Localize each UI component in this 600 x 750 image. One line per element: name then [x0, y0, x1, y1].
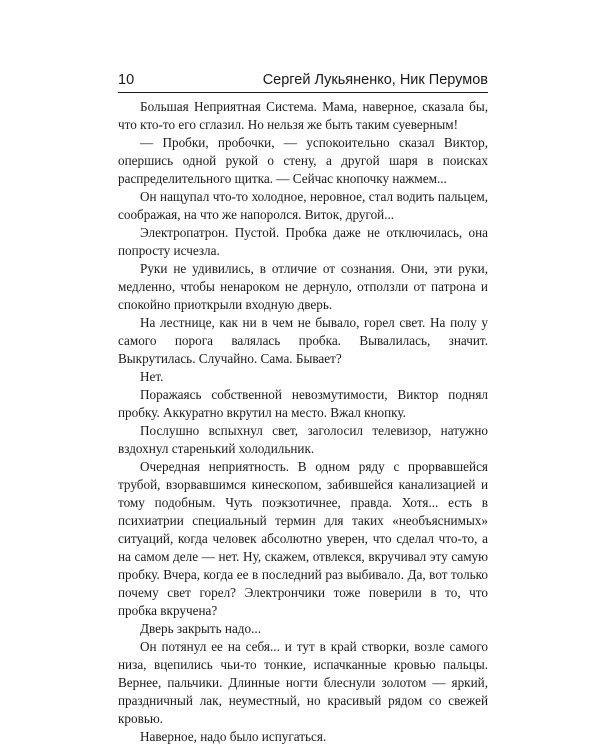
- running-head: [118, 72, 488, 92]
- paragraph: Очередная неприятность. В одном ряду с прорвавшейся трубой, взорвавшимся кинескопом, забившейся канализацией и тому подобным. Чуть поэкзотичнее, правда. Хотя... есть в психиатрии специальный термин для таких «необъяснимых» ситуаций, когда человек абсолютно уверен, что сделал что-то, а на самом деле — нет. Ну, скажем, отвлекся, вкручивал эту самую пробку. Вчера, когда ее в последний раз выбивало. Да, вот только почему свет горел? Электрончики тоже поверили в то, что пробка вкручена?: [118, 459, 488, 618]
- paragraph: Руки не удивились, в отличие от сознания. Они, эти руки, медленно, чтобы ненароком не дернуло, отползли от патрона и спокойно приоткрыли входную дверь.: [118, 261, 488, 312]
- paragraph: Поражаясь собственной невозмутимости, Виктор поднял пробку. Аккуратно вкрутил на место. Вжал кнопку.: [118, 387, 488, 420]
- header-rule: [118, 92, 488, 93]
- paragraph: Наверное, надо было испугаться.: [140, 729, 327, 744]
- running-title: Сергей Лукьяненко, Ник Перумов: [262, 72, 488, 88]
- paragraph: — Пробки, пробочки, — успокоительно сказал Виктор, опершись одной рукой о стену, а другой шаря в поисках распределительного щитка. — Сейчас кнопочку нажмем...: [118, 135, 488, 186]
- paragraph: Электропатрон. Пустой. Пробка даже не отключилась, она попросту исчезла.: [118, 225, 488, 258]
- body-text: [118, 98, 488, 746]
- paragraph: Он потянул ее на себя... и тут в край створки, возле самого низа, вцепились чьи-то тонкие, испачканные кровью пальцы. Вернее, пальчики. Длинные ногти блеснули золотом — яркий, праздничный лак, неуместный, но красивый рядом со свежей кровью.: [118, 639, 488, 726]
- page-number: 10: [118, 72, 135, 88]
- paragraph: Большая Неприятная Система. Мама, наверное, сказала бы, что кто-то его сглазил. Но нельзя же быть таким суеверным!: [118, 99, 488, 132]
- paragraph: Он нащупал что-то холодное, неровное, стал водить пальцем, соображая, на что же напоролся. Виток, другой...: [118, 189, 488, 222]
- paragraph: Дверь закрыть надо...: [140, 621, 262, 636]
- paragraph: Послушно вспыхнул свет, заголосил телевизор, натужно вздохнул старенький холодильник.: [118, 423, 488, 456]
- paragraph: На лестнице, как ни в чем не бывало, горел свет. На полу у самого порога валялась пробка. Вывалилась, значит. Выкрутилась. Случайно. Сама. Бывает?: [118, 315, 488, 366]
- paragraph: Нет.: [140, 369, 164, 384]
